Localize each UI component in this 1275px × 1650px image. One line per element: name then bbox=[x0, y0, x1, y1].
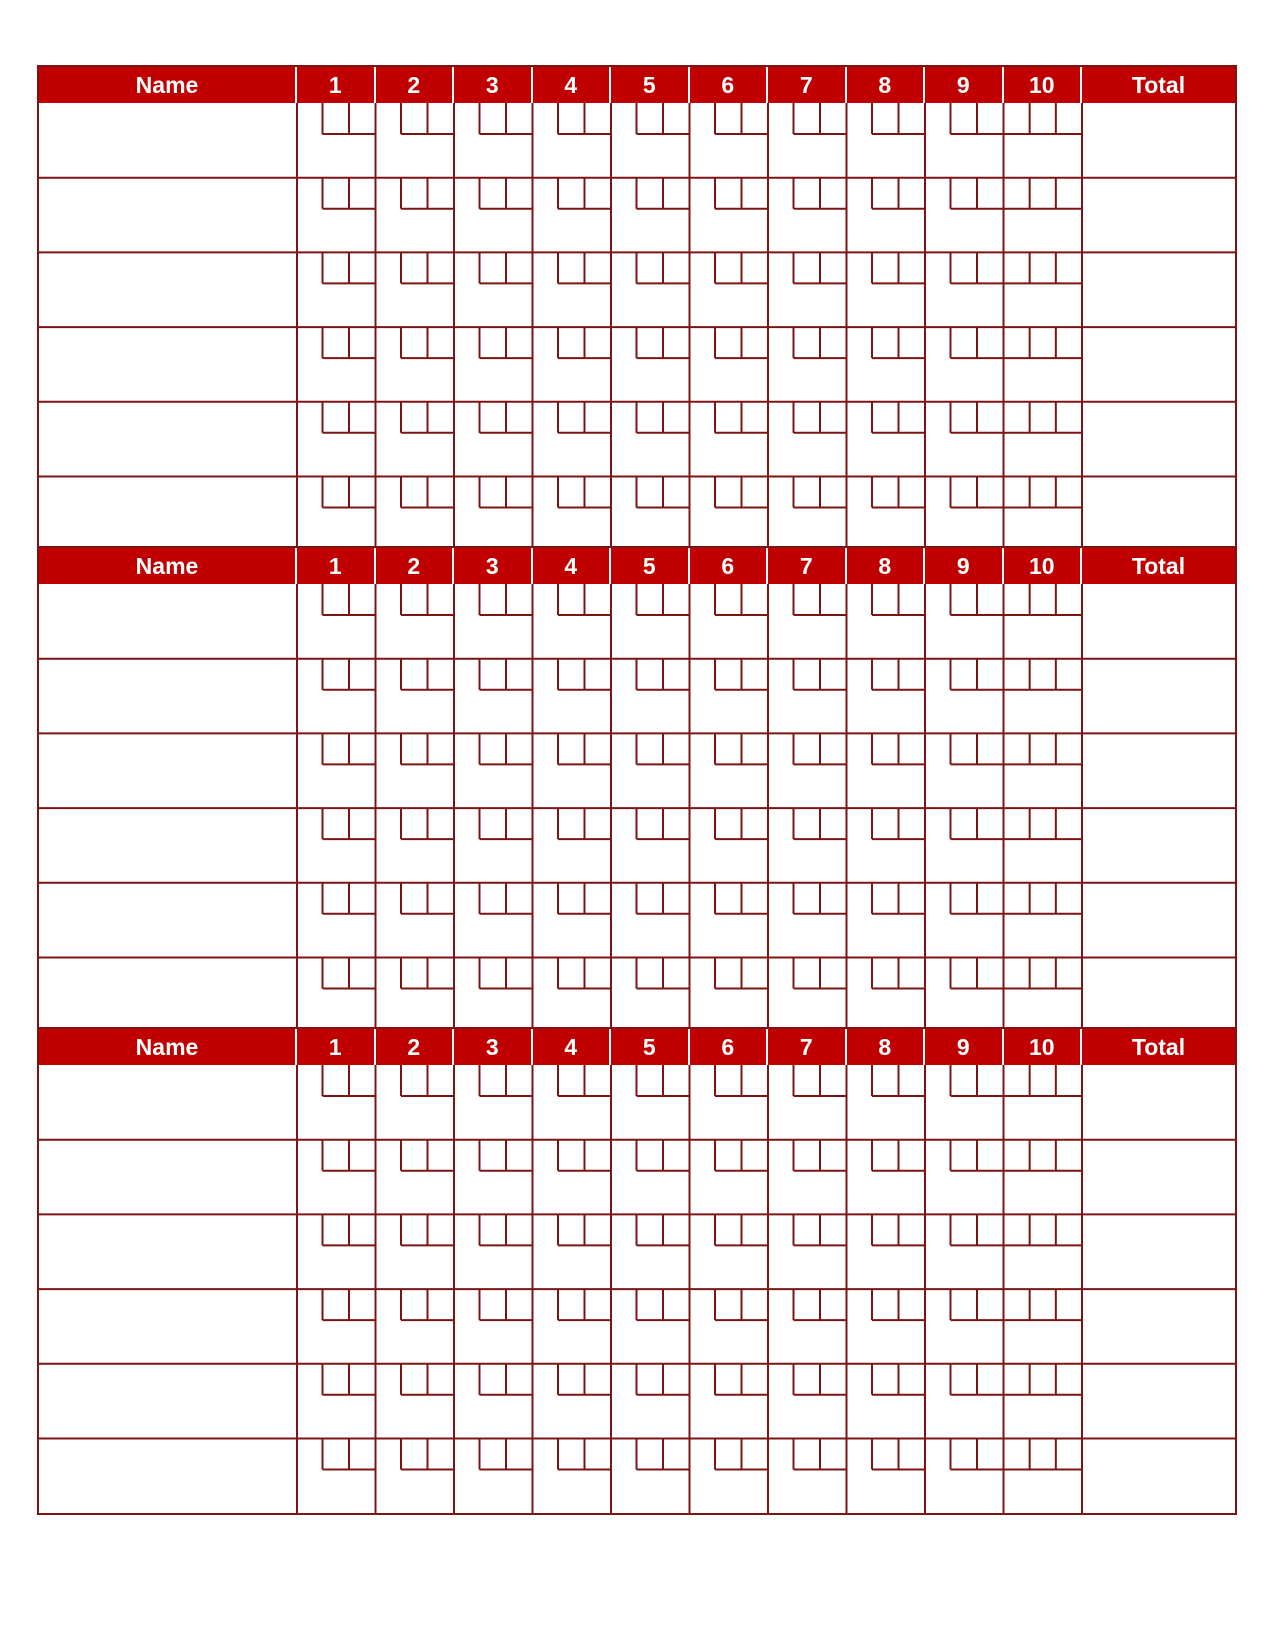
header-frame-7: 7 bbox=[768, 1029, 847, 1065]
frame-score-cell[interactable] bbox=[611, 958, 690, 1033]
frame-score-cell[interactable] bbox=[690, 402, 769, 477]
frame-score-cell[interactable] bbox=[925, 477, 1004, 552]
frame-score-cell[interactable] bbox=[925, 1364, 1004, 1439]
frame-score-cell[interactable] bbox=[454, 1214, 533, 1289]
frame-score-cell[interactable] bbox=[376, 733, 455, 808]
frame-score-cell[interactable] bbox=[690, 883, 769, 958]
header-frame-1: 1 bbox=[297, 548, 376, 584]
frame-score-cell[interactable] bbox=[376, 327, 455, 402]
frame-score-cell[interactable] bbox=[611, 1289, 690, 1364]
frame-score-cell[interactable] bbox=[297, 958, 376, 1033]
frame-score-cell[interactable] bbox=[690, 1439, 769, 1514]
header-frame-9: 9 bbox=[925, 548, 1004, 584]
frame-score-cell[interactable] bbox=[690, 1289, 769, 1364]
player-name-cell[interactable] bbox=[39, 659, 297, 734]
header-frame-10: 10 bbox=[1004, 67, 1083, 103]
frame-score-cell[interactable] bbox=[768, 327, 847, 402]
frame-score-cell[interactable] bbox=[454, 178, 533, 253]
player-name-cell[interactable] bbox=[39, 327, 297, 402]
header-frame-8: 8 bbox=[847, 1029, 926, 1065]
total-score-cell[interactable] bbox=[1082, 103, 1235, 178]
frame-score-cell[interactable] bbox=[1004, 477, 1083, 552]
frame-score-cell[interactable] bbox=[1004, 1214, 1083, 1289]
frame-score-cell[interactable] bbox=[376, 1364, 455, 1439]
frame-score-cell[interactable] bbox=[454, 327, 533, 402]
frame-score-cell[interactable] bbox=[611, 1140, 690, 1215]
total-score-cell[interactable] bbox=[1082, 1140, 1235, 1215]
player-name-cell[interactable] bbox=[39, 1214, 297, 1289]
frame-score-cell[interactable] bbox=[925, 659, 1004, 734]
score-card-1 bbox=[37, 65, 1237, 553]
frame-score-cell[interactable] bbox=[690, 327, 769, 402]
frame-score-cell[interactable] bbox=[768, 252, 847, 327]
frame-score-cell[interactable] bbox=[847, 1289, 926, 1364]
header-frame-6: 6 bbox=[690, 67, 769, 103]
header-name-label: Name bbox=[39, 548, 297, 584]
player-name-cell[interactable] bbox=[39, 178, 297, 253]
frame-score-cell[interactable] bbox=[376, 477, 455, 552]
total-score-cell[interactable] bbox=[1082, 808, 1235, 883]
header-name-label: Name bbox=[39, 1029, 297, 1065]
frame-score-cell[interactable] bbox=[690, 1214, 769, 1289]
frame-score-cell[interactable] bbox=[297, 178, 376, 253]
header-frame-7: 7 bbox=[768, 67, 847, 103]
frame-score-cell[interactable] bbox=[611, 584, 690, 659]
frame-score-cell[interactable] bbox=[376, 659, 455, 734]
player-name-cell[interactable] bbox=[39, 1289, 297, 1364]
frame-score-cell[interactable] bbox=[768, 1289, 847, 1364]
frame-score-cell[interactable] bbox=[454, 1065, 533, 1140]
header-frame-6: 6 bbox=[690, 1029, 769, 1065]
frame-score-cell[interactable] bbox=[297, 1289, 376, 1364]
frame-score-cell[interactable] bbox=[611, 659, 690, 734]
frame-score-cell[interactable] bbox=[454, 808, 533, 883]
frame-score-cell[interactable] bbox=[611, 103, 690, 178]
frame-score-cell[interactable] bbox=[533, 402, 612, 477]
frame-score-cell[interactable] bbox=[925, 733, 1004, 808]
frame-score-cell[interactable] bbox=[533, 1364, 612, 1439]
frame-score-cell[interactable] bbox=[1004, 178, 1083, 253]
header-frame-2: 2 bbox=[376, 548, 455, 584]
frame-score-cell[interactable] bbox=[1004, 1065, 1083, 1140]
player-name-cell[interactable] bbox=[39, 733, 297, 808]
player-name-cell[interactable] bbox=[39, 477, 297, 552]
total-score-cell[interactable] bbox=[1082, 1289, 1235, 1364]
frame-score-cell[interactable] bbox=[925, 1065, 1004, 1140]
frame-score-cell[interactable] bbox=[690, 178, 769, 253]
frame-score-cell[interactable] bbox=[297, 1364, 376, 1439]
header-frame-3: 3 bbox=[454, 548, 533, 584]
frame-score-cell[interactable] bbox=[376, 1065, 455, 1140]
frame-score-cell[interactable] bbox=[768, 1364, 847, 1439]
frame-score-cell[interactable] bbox=[847, 402, 926, 477]
total-score-cell[interactable] bbox=[1082, 1065, 1235, 1140]
frame-score-cell[interactable] bbox=[611, 1214, 690, 1289]
header-frame-10: 10 bbox=[1004, 548, 1083, 584]
total-score-cell[interactable] bbox=[1082, 1439, 1235, 1514]
frame-score-cell[interactable] bbox=[376, 883, 455, 958]
frame-score-cell[interactable] bbox=[690, 584, 769, 659]
header-frame-2: 2 bbox=[376, 67, 455, 103]
frame-score-cell[interactable] bbox=[925, 103, 1004, 178]
frame-score-cell[interactable] bbox=[533, 1140, 612, 1215]
total-score-cell[interactable] bbox=[1082, 1364, 1235, 1439]
frame-score-cell[interactable] bbox=[1004, 733, 1083, 808]
frame-score-cell[interactable] bbox=[297, 1065, 376, 1140]
player-name-cell[interactable] bbox=[39, 808, 297, 883]
header-frame-2: 2 bbox=[376, 1029, 455, 1065]
frame-score-cell[interactable] bbox=[847, 808, 926, 883]
frame-score-cell[interactable] bbox=[297, 883, 376, 958]
frame-score-cell[interactable] bbox=[1004, 1364, 1083, 1439]
header-total-label: Total bbox=[1131, 553, 1186, 579]
player-name-cell[interactable] bbox=[39, 1065, 297, 1140]
frame-score-cell[interactable] bbox=[454, 477, 533, 552]
player-name-cell[interactable] bbox=[39, 584, 297, 659]
frame-score-cell[interactable] bbox=[768, 733, 847, 808]
total-score-cell[interactable] bbox=[1082, 659, 1235, 734]
frame-score-cell[interactable] bbox=[768, 584, 847, 659]
header-frame-8: 8 bbox=[847, 548, 926, 584]
header-frame-5: 5 bbox=[611, 1029, 690, 1065]
frame-score-cell[interactable] bbox=[690, 958, 769, 1033]
player-name-cell[interactable] bbox=[39, 1140, 297, 1215]
player-name-cell[interactable] bbox=[39, 402, 297, 477]
frame-score-cell[interactable] bbox=[376, 103, 455, 178]
score-card-2 bbox=[37, 546, 1237, 1034]
frame-score-cell[interactable] bbox=[925, 1140, 1004, 1215]
frame-score-cell[interactable] bbox=[847, 103, 926, 178]
total-score-cell[interactable] bbox=[1082, 883, 1235, 958]
frame-score-cell[interactable] bbox=[376, 178, 455, 253]
frame-score-cell[interactable] bbox=[611, 252, 690, 327]
frame-score-cell[interactable] bbox=[297, 584, 376, 659]
frame-score-cell[interactable] bbox=[847, 958, 926, 1033]
frame-score-cell[interactable] bbox=[297, 477, 376, 552]
frame-score-cell[interactable] bbox=[925, 808, 1004, 883]
score-grid bbox=[39, 548, 1235, 1032]
frame-score-cell[interactable] bbox=[1004, 252, 1083, 327]
frame-score-cell[interactable] bbox=[768, 178, 847, 253]
header-total-label: Total bbox=[1131, 1034, 1186, 1060]
frame-score-cell[interactable] bbox=[454, 1439, 533, 1514]
frame-score-cell[interactable] bbox=[376, 402, 455, 477]
frame-score-cell[interactable] bbox=[297, 252, 376, 327]
frame-score-cell[interactable] bbox=[768, 477, 847, 552]
frame-score-cell[interactable] bbox=[611, 1439, 690, 1514]
frame-score-cell[interactable] bbox=[768, 402, 847, 477]
frame-score-cell[interactable] bbox=[376, 584, 455, 659]
header-frame-3: 3 bbox=[454, 67, 533, 103]
frame-score-cell[interactable] bbox=[297, 1214, 376, 1289]
frame-score-cell[interactable] bbox=[768, 103, 847, 178]
frame-score-cell[interactable] bbox=[768, 883, 847, 958]
frame-score-cell[interactable] bbox=[847, 327, 926, 402]
frame-score-cell[interactable] bbox=[1004, 1439, 1083, 1514]
frame-score-cell[interactable] bbox=[925, 252, 1004, 327]
header-frame-3: 3 bbox=[454, 1029, 533, 1065]
frame-score-cell[interactable] bbox=[768, 808, 847, 883]
frame-score-cell[interactable] bbox=[454, 1289, 533, 1364]
frame-score-cell[interactable] bbox=[611, 883, 690, 958]
frame-score-cell[interactable] bbox=[768, 958, 847, 1033]
frame-score-cell[interactable] bbox=[297, 1439, 376, 1514]
frame-score-cell[interactable] bbox=[297, 1140, 376, 1215]
header-frame-9: 9 bbox=[925, 67, 1004, 103]
frame-score-cell[interactable] bbox=[297, 103, 376, 178]
frame-score-cell[interactable] bbox=[533, 178, 612, 253]
frame-score-cell[interactable] bbox=[925, 584, 1004, 659]
header-name-label: Name bbox=[39, 67, 297, 103]
frame-score-cell[interactable] bbox=[533, 1289, 612, 1364]
frame-score-cell[interactable] bbox=[1004, 327, 1083, 402]
frame-score-cell[interactable] bbox=[1004, 402, 1083, 477]
frame-score-cell[interactable] bbox=[376, 1439, 455, 1514]
frame-score-cell[interactable] bbox=[454, 958, 533, 1033]
player-name-cell[interactable] bbox=[39, 103, 297, 178]
frame-score-cell[interactable] bbox=[533, 1439, 612, 1514]
header-frame-6: 6 bbox=[690, 548, 769, 584]
frame-score-cell[interactable] bbox=[925, 1214, 1004, 1289]
frame-score-cell[interactable] bbox=[611, 808, 690, 883]
total-score-cell[interactable] bbox=[1082, 252, 1235, 327]
frame-score-cell[interactable] bbox=[768, 1140, 847, 1215]
player-name-cell[interactable] bbox=[39, 252, 297, 327]
frame-score-cell[interactable] bbox=[925, 178, 1004, 253]
frame-score-cell[interactable] bbox=[847, 659, 926, 734]
total-score-cell[interactable] bbox=[1082, 584, 1235, 659]
total-score-cell[interactable] bbox=[1082, 477, 1235, 552]
frame-score-cell[interactable] bbox=[768, 659, 847, 734]
frame-score-cell[interactable] bbox=[847, 1364, 926, 1439]
frame-score-cell[interactable] bbox=[847, 477, 926, 552]
frame-score-cell[interactable] bbox=[1004, 883, 1083, 958]
frame-score-cell[interactable] bbox=[533, 1065, 612, 1140]
header-frame-8: 8 bbox=[847, 67, 926, 103]
frame-score-cell[interactable] bbox=[847, 584, 926, 659]
frame-score-cell[interactable] bbox=[454, 1364, 533, 1439]
frame-score-cell[interactable] bbox=[454, 402, 533, 477]
frame-score-cell[interactable] bbox=[611, 733, 690, 808]
score-card-3 bbox=[37, 1027, 1237, 1515]
frame-score-cell[interactable] bbox=[690, 477, 769, 552]
frame-score-cell[interactable] bbox=[690, 733, 769, 808]
frame-score-cell[interactable] bbox=[533, 883, 612, 958]
frame-score-cell[interactable] bbox=[690, 103, 769, 178]
frame-score-cell[interactable] bbox=[847, 1439, 926, 1514]
frame-score-cell[interactable] bbox=[690, 252, 769, 327]
frame-score-cell[interactable] bbox=[690, 1140, 769, 1215]
header-frame-1: 1 bbox=[297, 1029, 376, 1065]
frame-score-cell[interactable] bbox=[1004, 103, 1083, 178]
frame-score-cell[interactable] bbox=[1004, 659, 1083, 734]
frame-score-cell[interactable] bbox=[533, 103, 612, 178]
frame-score-cell[interactable] bbox=[533, 477, 612, 552]
frame-score-cell[interactable] bbox=[533, 659, 612, 734]
frame-score-cell[interactable] bbox=[768, 1439, 847, 1514]
frame-score-cell[interactable] bbox=[533, 252, 612, 327]
frame-score-cell[interactable] bbox=[376, 958, 455, 1033]
frame-score-cell[interactable] bbox=[611, 178, 690, 253]
frame-score-cell[interactable] bbox=[454, 252, 533, 327]
frame-score-cell[interactable] bbox=[1004, 584, 1083, 659]
frame-score-cell[interactable] bbox=[454, 659, 533, 734]
total-score-cell[interactable] bbox=[1082, 733, 1235, 808]
frame-score-cell[interactable] bbox=[925, 1289, 1004, 1364]
player-name-cell[interactable] bbox=[39, 1439, 297, 1514]
frame-score-cell[interactable] bbox=[533, 1214, 612, 1289]
header-frame-4: 4 bbox=[533, 548, 612, 584]
frame-score-cell[interactable] bbox=[1004, 808, 1083, 883]
frame-score-cell[interactable] bbox=[847, 1214, 926, 1289]
total-score-cell[interactable] bbox=[1082, 958, 1235, 1033]
frame-score-cell[interactable] bbox=[925, 958, 1004, 1033]
frame-score-cell[interactable] bbox=[454, 883, 533, 958]
frame-score-cell[interactable] bbox=[533, 733, 612, 808]
frame-score-cell[interactable] bbox=[611, 1364, 690, 1439]
frame-score-cell[interactable] bbox=[611, 327, 690, 402]
frame-score-cell[interactable] bbox=[690, 808, 769, 883]
frame-score-cell[interactable] bbox=[533, 584, 612, 659]
frame-score-cell[interactable] bbox=[297, 733, 376, 808]
header-frame-4: 4 bbox=[533, 67, 612, 103]
frame-score-cell[interactable] bbox=[768, 1065, 847, 1140]
frame-score-cell[interactable] bbox=[376, 808, 455, 883]
header-frame-4: 4 bbox=[533, 1029, 612, 1065]
frame-score-cell[interactable] bbox=[847, 178, 926, 253]
header-frame-9: 9 bbox=[925, 1029, 1004, 1065]
header-frame-5: 5 bbox=[611, 548, 690, 584]
player-name-cell[interactable] bbox=[39, 883, 297, 958]
player-name-cell[interactable] bbox=[39, 958, 297, 1033]
frame-score-cell[interactable] bbox=[297, 808, 376, 883]
frame-score-cell[interactable] bbox=[533, 327, 612, 402]
header-total-label: Total bbox=[1131, 72, 1186, 98]
frame-score-cell[interactable] bbox=[533, 808, 612, 883]
frame-score-cell[interactable] bbox=[297, 327, 376, 402]
frame-score-cell[interactable] bbox=[925, 402, 1004, 477]
frame-score-cell[interactable] bbox=[690, 659, 769, 734]
header-frame-10: 10 bbox=[1004, 1029, 1083, 1065]
frame-score-cell[interactable] bbox=[1004, 1140, 1083, 1215]
frame-score-cell[interactable] bbox=[376, 1214, 455, 1289]
frame-score-cell[interactable] bbox=[454, 103, 533, 178]
frame-score-cell[interactable] bbox=[690, 1364, 769, 1439]
frame-score-cell[interactable] bbox=[1004, 1289, 1083, 1364]
header-frame-7: 7 bbox=[768, 548, 847, 584]
frame-score-cell[interactable] bbox=[925, 1439, 1004, 1514]
frame-score-cell[interactable] bbox=[376, 252, 455, 327]
frame-score-cell[interactable] bbox=[690, 1065, 769, 1140]
frame-score-cell[interactable] bbox=[297, 402, 376, 477]
frame-score-cell[interactable] bbox=[847, 1140, 926, 1215]
total-score-cell[interactable] bbox=[1082, 327, 1235, 402]
frame-score-cell[interactable] bbox=[611, 1065, 690, 1140]
frame-score-cell[interactable] bbox=[376, 1140, 455, 1215]
frame-score-cell[interactable] bbox=[925, 327, 1004, 402]
frame-score-cell[interactable] bbox=[847, 1065, 926, 1140]
frame-score-cell[interactable] bbox=[376, 1289, 455, 1364]
frame-score-cell[interactable] bbox=[847, 733, 926, 808]
frame-score-cell[interactable] bbox=[847, 883, 926, 958]
frame-score-cell[interactable] bbox=[454, 733, 533, 808]
score-grid bbox=[39, 67, 1235, 551]
player-name-cell[interactable] bbox=[39, 1364, 297, 1439]
frame-score-cell[interactable] bbox=[611, 402, 690, 477]
total-score-cell[interactable] bbox=[1082, 178, 1235, 253]
frame-score-cell[interactable] bbox=[611, 477, 690, 552]
total-score-cell[interactable] bbox=[1082, 402, 1235, 477]
header-frame-5: 5 bbox=[611, 67, 690, 103]
header-frame-1: 1 bbox=[297, 67, 376, 103]
frame-score-cell[interactable] bbox=[768, 1214, 847, 1289]
total-score-cell[interactable] bbox=[1082, 1214, 1235, 1289]
score-grid bbox=[39, 1029, 1235, 1513]
frame-score-cell[interactable] bbox=[847, 252, 926, 327]
frame-score-cell[interactable] bbox=[1004, 958, 1083, 1033]
frame-score-cell[interactable] bbox=[925, 883, 1004, 958]
frame-score-cell[interactable] bbox=[454, 1140, 533, 1215]
frame-score-cell[interactable] bbox=[533, 958, 612, 1033]
frame-score-cell[interactable] bbox=[454, 584, 533, 659]
frame-score-cell[interactable] bbox=[297, 659, 376, 734]
